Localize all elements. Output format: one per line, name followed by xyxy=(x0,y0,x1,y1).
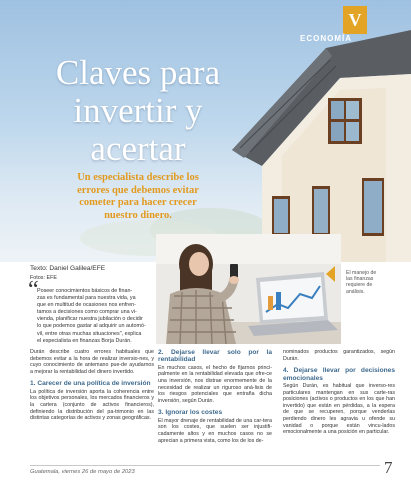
subheading: 4. Dejarse llevar por decisiones emocionales xyxy=(283,367,395,382)
photo-credit: Fotos: EFE xyxy=(30,275,57,281)
text-credit: Texto: Daniel Galilea/EFE xyxy=(30,265,106,272)
brand-logo xyxy=(343,6,367,34)
subheading: 3. Ignorar los costes xyxy=(158,409,223,417)
laptop-photo xyxy=(156,234,341,344)
column-2 xyxy=(158,349,272,449)
column-1 xyxy=(30,349,154,427)
footer-dateline: Guatemala, viernes 26 de mayo de 2023 xyxy=(30,469,135,475)
article-subtitle: Un especialista describe los errores que debemos evitar cometer para hacer crecer nuestro dinero. xyxy=(77,172,199,221)
photo-caption: El manejo de las finanzas requiere de análisis. xyxy=(346,270,377,295)
page-number: 7 xyxy=(384,458,393,477)
paragraph: nominados productos garantizados, según Durán. xyxy=(283,349,395,362)
paragraph: Según Durán, es habitual que inverso-res particulares mantengan en sus carte-ras posiciones (activos o productos en los que han invertido) que están en pérdidas, a la espera de que se recuperen, porque venderlas perdiendo dinero les agravia u ofende su vanidad o porque están vincu-lados emocionalmente a una posición en particular. xyxy=(283,383,395,436)
paragraph: Durán describe cuatro errores habituales que debemos evitar a la hora de realizar inversio-nes, y cuyo conocimiento de antemano pue-de ayudarnos a mejorar la rentabilidad del dinero invertido. xyxy=(30,349,154,375)
subheading: 1. Carecer de una política de inversión xyxy=(30,380,151,388)
quote-mark: “ xyxy=(28,277,39,303)
paragraph: El mayor drenaje de rentabilidad de una car-tera son los costes, que suelen ser injustifi-cadamente altos y en muchos casos no se aprecian a primera vista, como los de los de- xyxy=(158,417,272,444)
caption-pointer xyxy=(326,266,335,282)
paragraph: La política de inversión aporta la coherencia entre los objetivos personales, los mercados financieros y la cartera (conjunto de activos financieros), definiendo la distribución del pa-trimonio en las distintas categorías de activos y zonas geográficas. xyxy=(30,388,154,422)
footer-divider xyxy=(30,465,380,466)
brand-letter: V xyxy=(348,10,362,30)
column-3 xyxy=(283,349,395,441)
article-intro: Poseer conocimientos básicos de finan- zas es fundamental para nuestra vida, ya que en multitud de ocasiones nos enfren- tamos a decisiones como comprar una vi- vienda, planificar nuestra jubilación o decidir lo que podemos gastar al adquirir un automó- vil, entre otras muchas situaciones", explica el especialista en finanzas Borja Durán. xyxy=(37,288,146,344)
paragraph: En muchos casos, el hecho de fijarnos princi-palmente en la rentabilidad elevada que ofre-ce una inversión, nos distrae enormemente de la necesidad de realizar un riguroso aná-lisis de los riesgos potenciales que entraña dicha inversión, según Durán. xyxy=(158,364,272,404)
subheading: 2. Dejarse llevar solo por la rentabilidad xyxy=(158,349,272,364)
article-title: Claves para invertir y acertar xyxy=(55,53,221,168)
woman-laptop-illustration xyxy=(156,234,341,344)
section-label: ECONOMÍA xyxy=(300,34,352,43)
